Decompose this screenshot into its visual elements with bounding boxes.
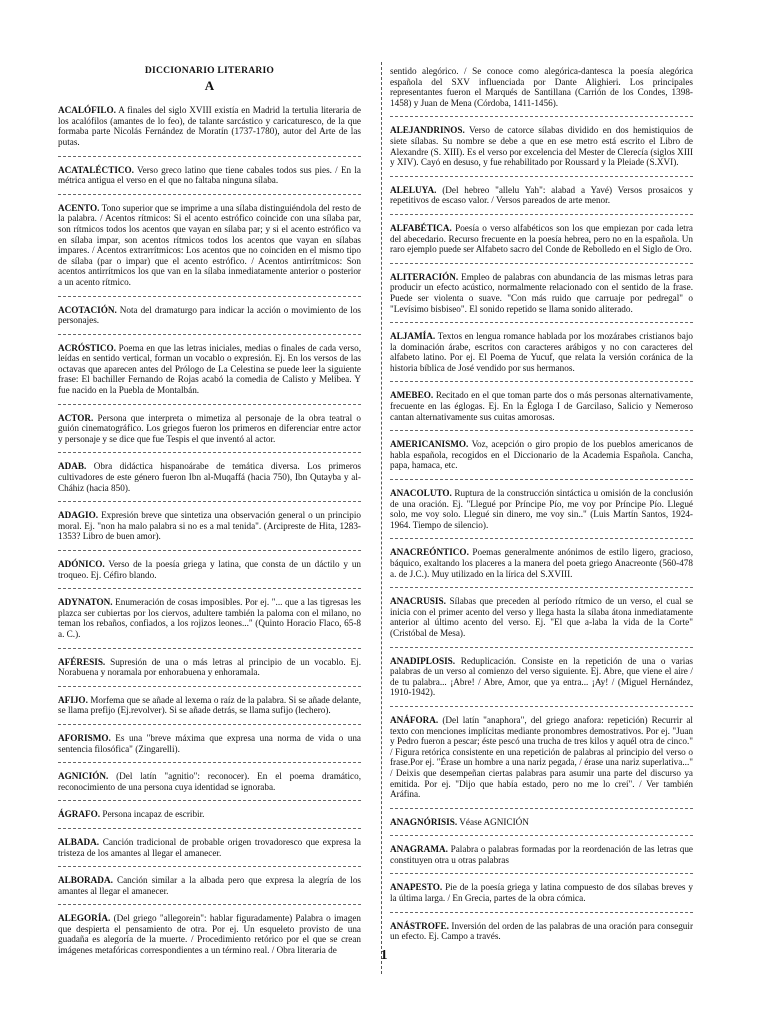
entry-term: ANÁFORA. [390,714,439,725]
dictionary-entry [58,648,361,686]
entry-term: ALELUYA. [390,184,437,195]
column-divider [381,62,382,974]
dictionary-entry [58,296,361,334]
dictionary-entry [58,550,361,588]
dictionary-entry [390,835,693,873]
dictionary-entry [58,404,361,453]
dictionary-entry [58,156,361,194]
entry-term: AGNICIÓN. [58,771,109,782]
entry-definition: Obra didáctica hispanoárabe de temática diversa. Los primeros cultivadores de este género fueron Ibn al-Muqaffá (hacia 750), Ibn Qutayba y al-Cháhiz (hacia 850). [58,461,361,493]
entry-definition: Canción tradicional de probable origen trovadoresco que expresa la tristeza de los amantes al llegar el amanecer. [58,836,361,858]
dictionary-entry [390,322,693,381]
entry-definition: Enumeración de cosas imposibles. Por ej. "... que a las tigresas les plazca ser cubiertas por los ciervos, adultere también la paloma con el milano, no teman los rebaños, confiados, a los rojizos leones..." (Quinto Horacio Flaco, 65-8 a. C.). [58,597,361,639]
entry-definition: Verso de catorce sílabas dividido en dos hemistiquios de siete sílabas. Su nombre se debe a que en ese metro está escrito el Libro de Alexandre (S. XIII). Es el verso por excelencia del Mester de Clerecía (siglos XIII y XIV). Cayó en desuso, y fue rehabilitado por Roussard y la Pleiade (S.XVI). [390,125,693,168]
dictionary-entry [58,762,361,800]
dictionary-entry [390,430,693,479]
entry-term: ADAB. [58,461,87,472]
entry-definition: Supresión de una o más letras al principio de un vocablo. Ej. Norabuena y noramala por enhorabuena y enhoramala. [58,656,361,678]
entry-term: ALBORADA. [58,875,113,886]
entry-term: ACRÓSTICO. [58,342,116,353]
dictionary-entry [390,176,693,214]
entry-definition: Voz, acepción o giro propio de los pueblos americanos de habla española, recogidos en el Diccionario de la Academia Española. Cancha, papa, hamaca, etc. [390,439,694,471]
entry-definition: Recitado en el que toman parte dos o más personas alternativamente, frecuente en las églogas. Ej. En la Égloga I de Garcilaso, Salicio y Nemeroso cantan alternativamente sus cuitas amorosas. [390,390,693,422]
entry-definition: Poemas generalmente anónimos de estilo ligero, gracioso, báquico, exaltando los placeres a la manera del poeta griego Anacreonte (560-478 a. de J.C.). Muy utilizado en la lírica del S.XVIII. [390,547,693,579]
entry-definition: (Del latín "agnitio": reconocer). En el poema dramático, reconocimiento de una persona cuya identidad se ignoraba. [58,771,361,792]
entry-term: ALJAMÍA. [390,331,436,342]
dictionary-entry [390,381,693,430]
entry-term: ANACOLUTO. [390,488,452,499]
entry-term: ANAGNÓRISIS. [390,816,458,827]
entry-term: ANAGRAMA. [390,844,448,855]
dictionary-entry [390,912,693,950]
dictionary-entry [58,800,361,828]
dictionary-entry [390,808,693,836]
dictionary-entry [58,828,361,866]
entry-definition: Poema en que las letras iniciales, medias o finales de cada verso, leídas en sentido vertical, forman un vocablo o expresión. Ej. En los versos de las octavas que aparecen antes del Prólogo de La Celestina se puede leer la siguiente frase: El bachiller Fernando de Rojas acabó la comedia de Calisto y Melibea. Y fue nacido en la Puebla de Montalbán. [58,342,362,396]
dictionary-entry [58,105,361,155]
dictionary-entry [390,214,693,263]
dictionary-entry [58,334,361,404]
entry-term: ADÓNICO. [58,559,105,569]
dictionary-entry [390,538,693,587]
entry-term: ACALÓFILO. [58,105,116,116]
entry-term: ÁGRAFO. [58,809,101,820]
entry-definition: (Del hebreo "allelu Yah": alabad a Yavé) Versos prosaicos y repetitivos de escaso valor. / Versos pareados de arte menor. [390,184,694,206]
entry-definition: Canción similar a la albada pero que expresa la alegría de los amantes al llegar el amanecer. [58,875,362,896]
entry-definition: Palabra o palabras formadas por la reordenación de las letras que constituyen otra u otras palabras [390,844,694,865]
entry-definition: Persona incapaz de escribir. [102,809,205,820]
entry-term: ACATALÉCTICO. [58,164,134,175]
entry-definition: Reduplicación. Consiste en la repetición de una o varias palabras de un verso al comienzo del verso siguiente. Ej. Abre, que viene el aire / de tu palabra... ¡Abre! / Abre, Amor, que ya entra... ¡Ay! / (Miguel Hernández, 1910-1942). [390,655,694,698]
entry-definition: Ruptura de la construcción sintáctica u omisión de la conclusión de una oración. Ej. "Llegué por Príncipe Pío, me voy por Príncipe Pío. Llegué solo, me voy solo. Llegué sin dinero, me voy sin.." (Luis Martín Santos, 1924-1964. Tiempo de silencio). [390,488,694,530]
entry-term: ACENTO. [58,202,100,213]
dictionary-entry [58,866,361,904]
entry-definition: Expresión breve que sintetiza una observación general o un principio moral. Ej. "non ha malo palabra si no es a mal tenida". (Arcipreste de Hita, 1283-1353? Libro de buen amor). [58,510,361,542]
entry-definition: Sílabas que preceden al período rítmico de un verso, el cual se inicia con el primer acento del verso y llega hasta la sílaba átona inmediatamente anterior al último acento del verso. Ej. "El que a-laba la vida de la Corte" (Cristóbal de Mesa). [390,596,693,638]
section-letter: A [204,77,215,93]
entry-term: ACOTACIÓN. [58,304,117,315]
entry-definition: Pie de la poesía griega y latina compuesto de dos sílabas breves y la última larga. / En Grecia, partes de la obra cómica. [390,882,693,904]
dictionary-entry [58,452,361,501]
entry-term: AFORISMO. [58,732,111,743]
right-column [390,66,693,950]
dictionary-entry [58,724,361,762]
entry-definition: Persona que interpreta o mimetiza al personaje de la obra teatral o guión cinematográfico. Los griegos fueron los primeros en diferenciar entre actor y personaje y se dice que fue Tespis el que inventó al actor. [58,412,361,444]
entry-term: ALEGORÍA. [58,913,111,924]
page-number: 1 [380,948,388,963]
entry-definition: sentido alegórico. / Se conoce como alegórica-dantesca la poesía alegórica española del SXV influenciada por Dante Alighieri. Los principales representantes fueron el Marqués de Santillana (Carrión de los Condes, 1398-1458) y Juan de Mena (Córdoba, 1411-1456). [390,66,693,108]
dictionary-entry [390,587,693,646]
entry-definition: (Del griego "allegorein": hablar figuradamente) Palabra o imagen que despierta el pensamiento de otra. Por ej. Un esqueleto provisto de una guadaña es alegoría de la muerte. / Procedimiento retórico por el que se crean imágenes metafóricas correspondientes a un término real. / Obra literaria de [58,913,362,956]
dictionary-entry [58,501,361,550]
entry-term: ACTOR. [58,412,94,423]
entry-term: AMERICANISMO. [390,439,469,450]
entry-definition: Es una "breve máxima que expresa una norma de vida o una sentencia filosófica" (Zingarelli). [58,732,362,754]
entry-definition: Inversión del orden de las palabras de una oración para conseguir un efecto. Ej. Campo a través. [390,920,694,942]
entry-definition: Empleo de palabras con abundancia de las mismas letras para producir un efecto acústico, normalmente relacionado con el sentido de la frase. Puede ser violenta o suave. "Con más ruido que carruaje por pedregal" o "Levísimo bisbiseo". El sonido repetido se llama sonido aliterado. [390,271,693,314]
entry-term: ANAPESTO. [390,882,443,893]
dictionary-entry [58,194,361,296]
dictionary-entry [390,479,693,538]
entry-definition: Véase AGNICIÓN [459,816,529,827]
entry-term: ADYNATON. [58,597,113,608]
dictionary-entry [390,647,693,706]
entry-definition: Morfema que se añade al lexema o raíz de la palabra. Si se añade delante, se llama prefijo (Ej.revolver). Si se añade detrás, se llama sufijo (lechero). [58,694,362,716]
entry-term: ALBADA. [58,836,100,847]
entry-term: ANADIPLOSIS. [390,655,456,666]
dictionary-entry [58,686,361,724]
entry-definition: Poesía o verso alfabéticos son los que empiezan por cada letra del abecedario. Recurso frecuente en la poesía hebrea, pero no en la española. Un raro ejemplo puede ser Alfabeto sacro del Conde de Rebolledo en el Siglo de Oro. [390,222,693,255]
entry-definition: Tono superior que se imprime a una sílaba distinguiéndola del resto de la palabra. / Acentos rítmicos: Si el acento estrófico coincide con una sílaba par, son rítmicos todos los acentos que vayan en sílaba par; y si el acento estrófico va en sílaba impar, son acentos rítmicos todos los acentos que vayan en sílabas impares. / Acentos extrarrítmicos: Los acentos que no coinciden en el mismo tipo de sílaba (par o impar) que el acento estrófico. / Acentos antirrítmicos: Son acentos antirrítmicos los que van en la sílaba inmediatamente anterior o posterior a un acento rítmico. [58,202,361,287]
entry-term: ADAGIO. [58,510,99,521]
entry-definition: Verso greco latino que tiene cabales todos sus pies. / En la métrica antigua el verso en el que no faltaba ninguna sílaba. [58,164,361,186]
entry-term: AMEBEO. [390,390,434,401]
dictionary-entry [390,706,693,808]
entry-term: ANACRUSIS. [390,596,446,607]
entry-definition: A finales del siglo XVIII existía en Madrid la tertulia literaria de los acalófilos (amantes de lo feo), de talante sarcástico y caricaturesco, de la que formaba parte Nicolás Fernández de Moratín (1737-1780), autor del Arte de las putas. [58,105,361,147]
entry-term: ALITERACIÓN. [390,271,459,282]
entry-term: ANÁSTROFE. [390,920,449,931]
entry-term: AFIJO. [58,694,88,705]
entry-term: ANACREÓNTICO. [390,547,469,558]
page-title: DICCIONARIO LITERARIO [144,65,275,76]
entry-term: ALEJANDRINOS. [390,125,465,136]
entry-term: AFÉRESIS. [58,656,106,667]
dictionary-entry [390,66,693,116]
left-column [58,66,361,964]
entry-definition: (Del latín "anaphora", del griego anafora: repetición) Recurrir al texto con menciones implícitas mediante pronombres demostrativos. Por ej. "Juan y Pedro fueron a pescar; éste pescó una trucha de tres kilos y aquél otra de cinco." / Figura retórica consistente en una repetición de palabras al principio del verso o frase.Por ej. "Érase un hombre a una nariz pegada, / érase una nariz superlativa..." / Deixis que desempeñan ciertas palabras para asumir una parte del discurso ya emitida. Por ej. "Dijo que había estado, pero no me lo creí". / Ver también Aráfina. [390,714,693,800]
entry-term: ALFABÉTICA. [390,222,452,233]
dictionary-entry [390,873,693,911]
dictionary-entry [390,116,693,175]
dictionary-entry [58,588,361,647]
dictionary-entry [390,263,693,322]
entry-definition: Textos en lengua romance hablada por los mozárabes cristianos bajo la dominación árabe, escritos con caracteres arábigos y no con caracteres del alfabeto latino. Por ej. El Poema de Yucuf, que relata la versión coránica de la historia bíblica de José vendido por sus hermanos. [390,331,694,373]
left-entry-list [58,105,361,963]
entry-definition: Verso de la poesía griega y latina, que consta de un dáctilo y un troqueo. Ej. Céfiro blando. [58,559,362,580]
right-entry-list [390,66,693,950]
entry-definition: Nota del dramaturgo para indicar la acción o movimiento de los personajes. [58,304,362,326]
